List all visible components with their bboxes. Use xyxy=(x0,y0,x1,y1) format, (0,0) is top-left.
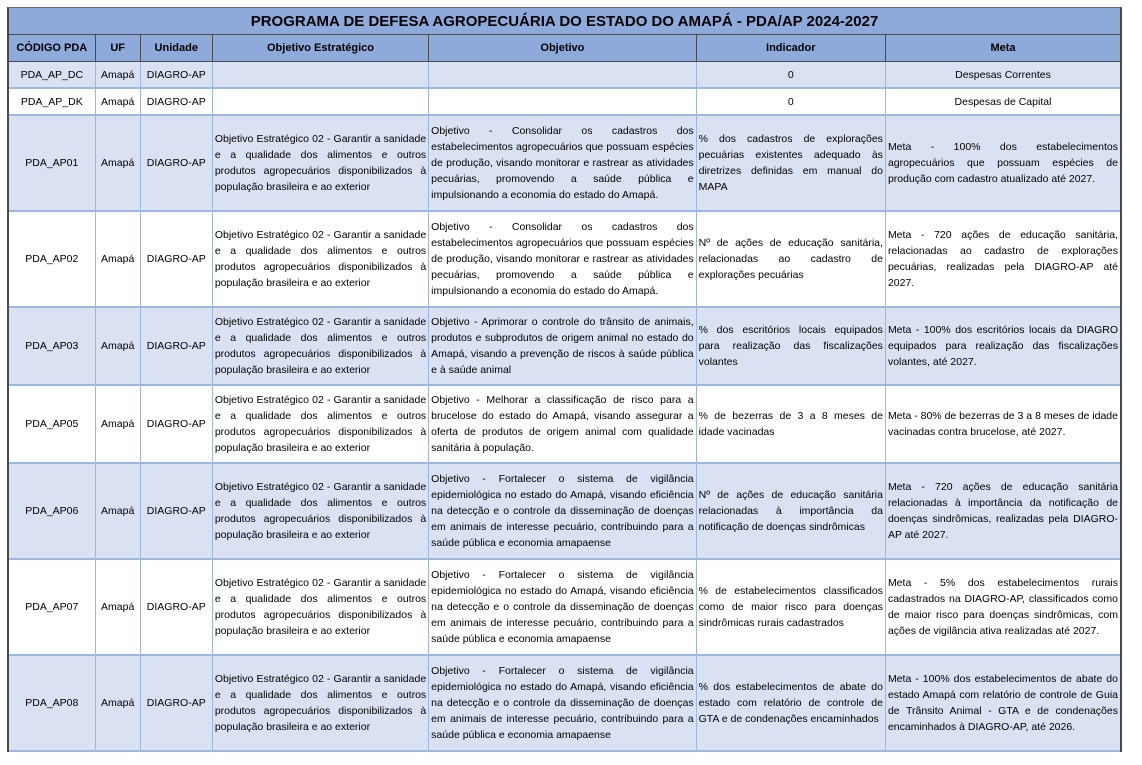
table-row xyxy=(9,115,1120,211)
cell-unidade[interactable]: DIAGRO-AP xyxy=(140,211,212,307)
cell-codigo[interactable]: PDA_AP07 xyxy=(9,559,95,655)
cell-codigo[interactable]: PDA_AP_DK xyxy=(9,88,95,115)
cell-meta[interactable]: Meta - 100% dos estabelecimentos de abate do estado Amapá com relatório de controle de Guia de Trânsito Animal - GTA e de condenações encaminhados à DIAGRO-AP, até 2026. xyxy=(885,655,1120,751)
cell-unidade[interactable]: DIAGRO-AP xyxy=(140,559,212,655)
table-row xyxy=(9,655,1120,751)
cell-objetivo-estrategico[interactable]: Objetivo Estratégico 02 - Garantir a sanidade e a qualidade dos alimentos e outros produtos agropecuários disponibilizados à população brasileira e ao exterior xyxy=(212,385,428,463)
cell-indicador[interactable]: % de bezerras de 3 a 8 meses de idade vacinadas xyxy=(696,385,885,463)
cell-indicador[interactable]: % de estabelecimentos classificados como de maior risco para doenças sindrômicas rurais cadastrados xyxy=(696,559,885,655)
cell-meta[interactable]: Meta - 80% de bezerras de 3 a 8 meses de idade vacinadas contra brucelose, até 2027. xyxy=(885,385,1120,463)
table-row xyxy=(9,559,1120,655)
cell-objetivo-estrategico[interactable]: Objetivo Estratégico 02 - Garantir a sanidade e a qualidade dos alimentos e outros produtos agropecuários disponibilizados à população brasileira e ao exterior xyxy=(212,307,428,385)
table-row xyxy=(9,88,1120,115)
cell-codigo[interactable]: PDA_AP03 xyxy=(9,307,95,385)
cell-objetivo[interactable]: Objetivo - Consolidar os cadastros dos estabelecimentos agropecuários que possuam espécies de produção, visando monitorar e rastrear as atividades pecuárias, promovendo a saúde pública e impulsionando a economia do estado do Amapá. xyxy=(429,211,696,307)
cell-indicador[interactable]: % dos escritórios locais equipados para realização das fiscalizações volantes xyxy=(696,307,885,385)
cell-meta[interactable]: Meta - 100% dos escritórios locais da DIAGRO equipados para realização das fiscalizações volantes, até 2027. xyxy=(885,307,1120,385)
cell-unidade[interactable]: DIAGRO-AP xyxy=(140,655,212,751)
cell-objetivo-estrategico[interactable]: Objetivo Estratégico 02 - Garantir a sanidade e a qualidade dos alimentos e outros produtos agropecuários disponibilizados à população brasileira e ao exterior xyxy=(212,655,428,751)
cell-uf[interactable]: Amapá xyxy=(95,88,140,115)
cell-objetivo-estrategico[interactable] xyxy=(212,62,428,89)
cell-objetivo[interactable]: Objetivo - Consolidar os cadastros dos estabelecimentos agropecuários que possuam espécies de produção, visando monitorar e rastrear as atividades pecuárias, promovendo a saúde pública e impulsionando a economia do estado do Amapá. xyxy=(429,115,696,211)
cell-unidade[interactable]: DIAGRO-AP xyxy=(140,307,212,385)
cell-uf[interactable]: Amapá xyxy=(95,62,140,89)
column-header-indicador[interactable]: Indicador xyxy=(696,35,885,62)
cell-indicador[interactable]: Nº de ações de educação sanitária, relacionadas ao cadastro de explorações pecuárias xyxy=(696,211,885,307)
cell-objetivo[interactable] xyxy=(429,88,696,115)
cell-codigo[interactable]: PDA_AP06 xyxy=(9,463,95,559)
cell-meta[interactable]: Despesas Correntes xyxy=(885,62,1120,89)
cell-uf[interactable]: Amapá xyxy=(95,559,140,655)
cell-meta[interactable]: Meta - 720 ações de educação sanitária, relacionadas ao cadastro de explorações pecuárias, realizadas pela DIAGRO-AP até 2027. xyxy=(885,211,1120,307)
cell-uf[interactable]: Amapá xyxy=(95,655,140,751)
cell-codigo[interactable]: PDA_AP05 xyxy=(9,385,95,463)
cell-objetivo-estrategico[interactable]: Objetivo Estratégico 02 - Garantir a sanidade e a qualidade dos alimentos e outros produtos agropecuários disponibilizados à população brasileira e ao exterior xyxy=(212,559,428,655)
cell-indicador[interactable]: 0 xyxy=(696,62,885,89)
column-header-objetivo[interactable]: Objetivo xyxy=(429,35,696,62)
cell-codigo[interactable]: PDA_AP_DC xyxy=(9,62,95,89)
cell-objetivo[interactable]: Objetivo - Fortalecer o sistema de vigilância epidemiológica no estado do Amapá, visando eficiência na detecção e o controle da disseminação de doenças em animais de interesse pecuário, contribuindo para a saúde pública e economia amapaense xyxy=(429,463,696,559)
cell-uf[interactable]: Amapá xyxy=(95,211,140,307)
cell-codigo[interactable]: PDA_AP01 xyxy=(9,115,95,211)
table-row xyxy=(9,62,1120,89)
cell-objetivo[interactable]: Objetivo - Fortalecer o sistema de vigilância epidemiológica no estado do Amapá, visando eficiência na detecção e o controle da disseminação de doenças em animais de interesse pecuário, contribuindo para a saúde pública e economia amapaense xyxy=(429,559,696,655)
cell-meta[interactable]: Despesas de Capital xyxy=(885,88,1120,115)
cell-uf[interactable]: Amapá xyxy=(95,307,140,385)
cell-unidade[interactable]: DIAGRO-AP xyxy=(140,463,212,559)
cell-indicador[interactable]: Nº de ações de educação sanitária relacionadas à importância da notificação de doenças sindrômicas xyxy=(696,463,885,559)
cell-uf[interactable]: Amapá xyxy=(95,463,140,559)
cell-objetivo-estrategico[interactable]: Objetivo Estratégico 02 - Garantir a sanidade e a qualidade dos alimentos e outros produtos agropecuários disponibilizados à população brasileira e ao exterior xyxy=(212,115,428,211)
sheet-title[interactable]: PROGRAMA DE DEFESA AGROPECUÁRIA DO ESTADO DO AMAPÁ - PDA/AP 2024-2027 xyxy=(9,8,1120,35)
cell-objetivo-estrategico[interactable]: Objetivo Estratégico 02 - Garantir a sanidade e a qualidade dos alimentos e outros produtos agropecuários disponibilizados à população brasileira e ao exterior xyxy=(212,463,428,559)
title-row xyxy=(9,8,1120,35)
cell-meta[interactable]: Meta - 100% dos estabelecimentos agropecuários que possuam espécies de produção com cadastro atualizado até 2027. xyxy=(885,115,1120,211)
cell-unidade[interactable]: DIAGRO-AP xyxy=(140,115,212,211)
cell-unidade[interactable]: DIAGRO-AP xyxy=(140,88,212,115)
table-row xyxy=(9,211,1120,307)
cell-objetivo[interactable]: Objetivo - Aprimorar o controle do trânsito de animais, produtos e subprodutos de origem animal no estado do Amapá, visando a prevenção de riscos à saúde pública e à saúde animal xyxy=(429,307,696,385)
cell-indicador[interactable]: % dos estabelecimentos de abate do estado com relatório de controle de GTA e de condenações encaminhados xyxy=(696,655,885,751)
column-header-unidade[interactable]: Unidade xyxy=(140,35,212,62)
pda-table xyxy=(9,8,1120,752)
column-header-meta[interactable]: Meta xyxy=(885,35,1120,62)
cell-objetivo[interactable] xyxy=(429,62,696,89)
cell-uf[interactable]: Amapá xyxy=(95,115,140,211)
cell-codigo[interactable]: PDA_AP08 xyxy=(9,655,95,751)
table-row xyxy=(9,463,1120,559)
cell-objetivo-estrategico[interactable]: Objetivo Estratégico 02 - Garantir a sanidade e a qualidade dos alimentos e outros produtos agropecuários disponibilizados à população brasileira e ao exterior xyxy=(212,211,428,307)
cell-meta[interactable]: Meta - 720 ações de educação sanitária relacionadas à importância da notificação de doenças sindrômicas, realizadas pela DIAGRO-AP até 2027. xyxy=(885,463,1120,559)
column-header-objetivo-estrategico[interactable]: Objetivo Estratégico xyxy=(212,35,428,62)
column-header-codigo[interactable]: CÓDIGO PDA xyxy=(9,35,95,62)
cell-objetivo[interactable]: Objetivo - Fortalecer o sistema de vigilância epidemiológica no estado do Amapá, visando eficiência na detecção e o controle da disseminação de doenças em animais de interesse pecuário, contribuindo para a saúde pública e economia amapaense xyxy=(429,655,696,751)
cell-codigo[interactable]: PDA_AP02 xyxy=(9,211,95,307)
cell-objetivo[interactable]: Objetivo - Melhorar a classificação de risco para a brucelose do estado do Amapá, visando assegurar a oferta de produtos de origem animal com qualidade sanitária à população. xyxy=(429,385,696,463)
table-row xyxy=(9,307,1120,385)
cell-meta[interactable]: Meta - 5% dos estabelecimentos rurais cadastrados na DIAGRO-AP, classificados como de maior risco para doenças sindrômicas, com ações de vigilância ativa realizadas até 2027. xyxy=(885,559,1120,655)
cell-indicador[interactable]: 0 xyxy=(696,88,885,115)
pda-spreadsheet xyxy=(7,7,1122,752)
cell-uf[interactable]: Amapá xyxy=(95,385,140,463)
table-row xyxy=(9,385,1120,463)
column-header-row xyxy=(9,35,1120,62)
cell-unidade[interactable]: DIAGRO-AP xyxy=(140,62,212,89)
column-header-uf[interactable]: UF xyxy=(95,35,140,62)
cell-objetivo-estrategico[interactable] xyxy=(212,88,428,115)
cell-indicador[interactable]: % dos cadastros de explorações pecuárias existentes adequado às diretrizes definidas em manual do MAPA xyxy=(696,115,885,211)
cell-unidade[interactable]: DIAGRO-AP xyxy=(140,385,212,463)
